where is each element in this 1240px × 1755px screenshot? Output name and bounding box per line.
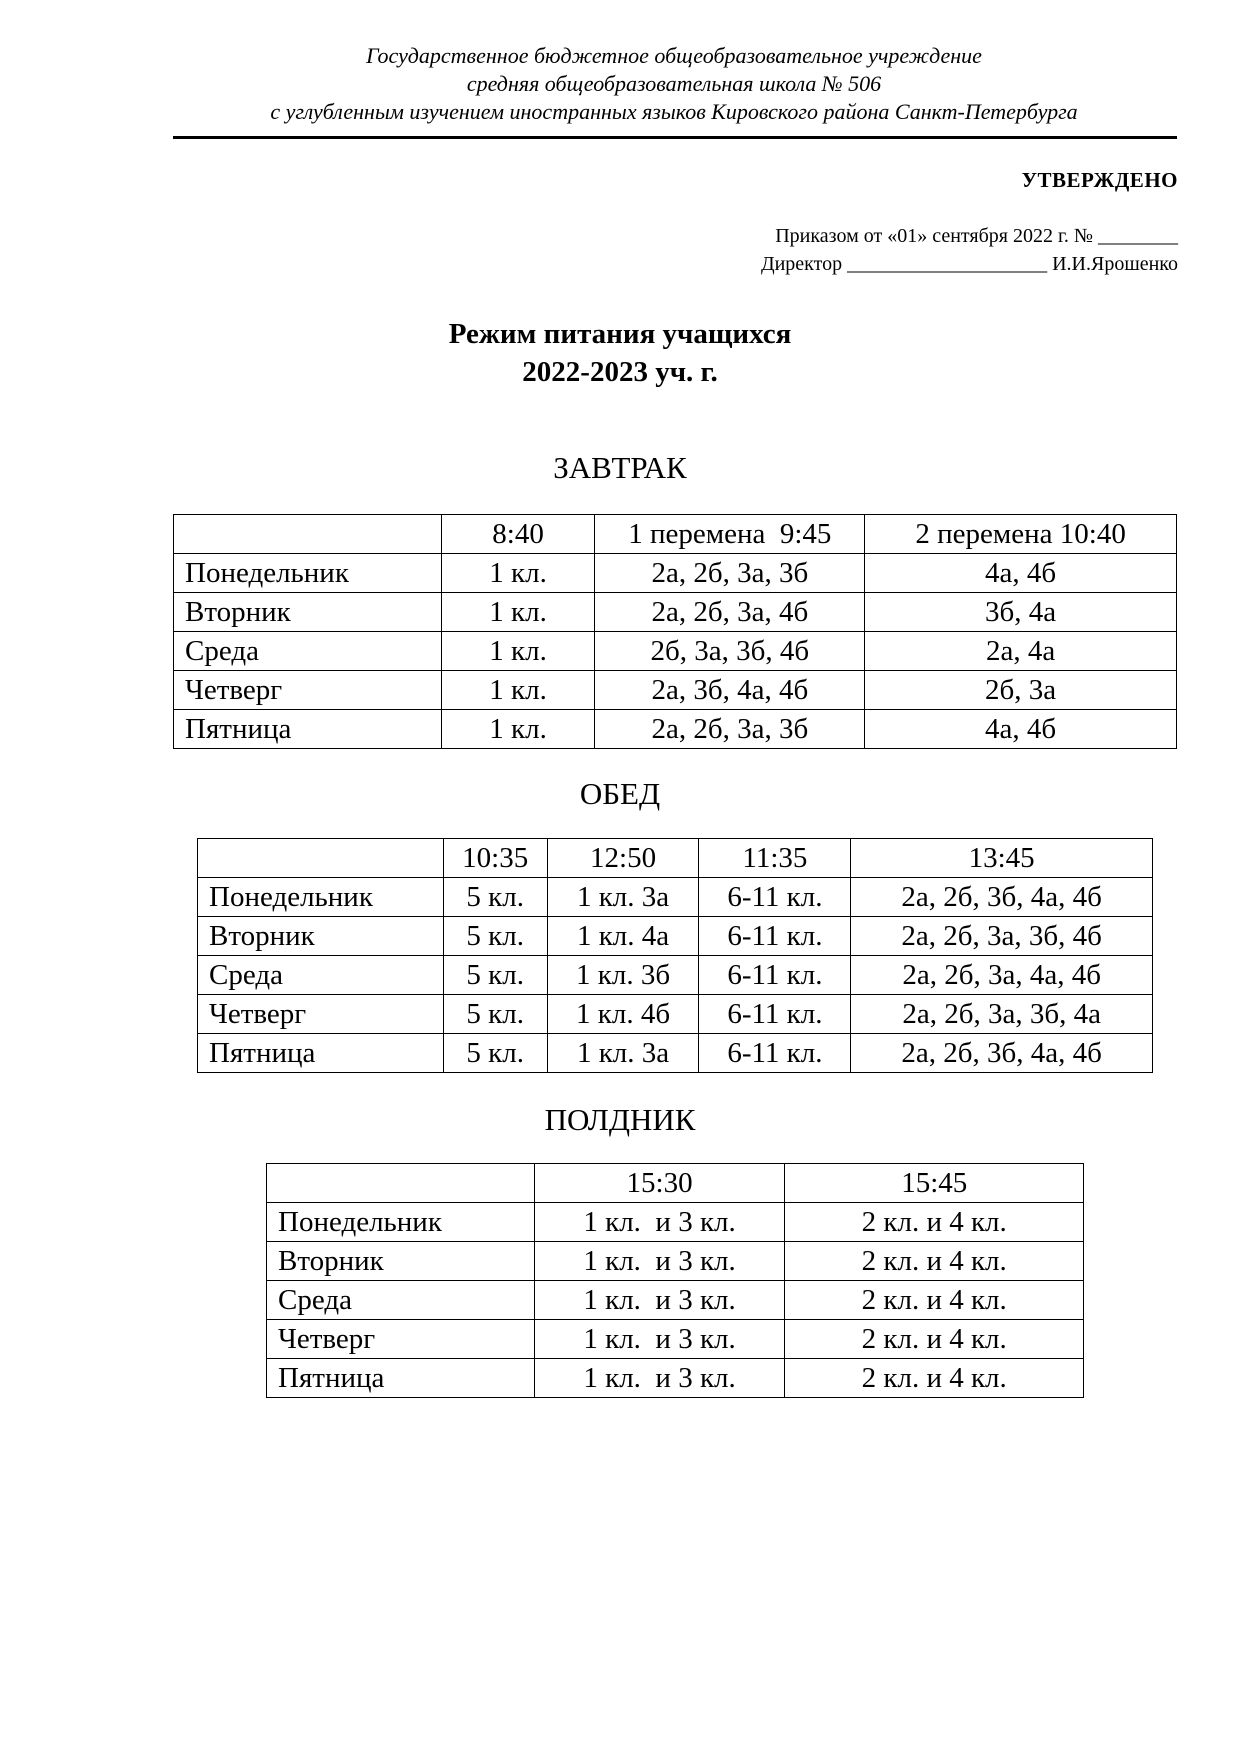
day-cell: Пятница [267,1359,535,1398]
lunch-heading: ОБЕД [579,776,661,811]
class-group-cell: 2а, 4а [865,632,1177,671]
breakfast-table [173,514,1177,749]
class-group-cell: 1 кл. и 3 кл. [534,1281,785,1320]
day-cell: Понедельник [198,878,444,917]
day-cell: Четверг [267,1320,535,1359]
day-cell: Среда [198,956,444,995]
table-row [174,632,1177,671]
table-row [267,1281,1084,1320]
class-group-cell: 4а, 4б [865,554,1177,593]
class-group-cell: 5 кл. [443,995,547,1034]
table-row [267,1203,1084,1242]
class-group-cell: 6-11 кл. [699,1034,851,1073]
lunch-table-body [198,839,1153,1073]
class-group-cell: 1 кл. [441,593,595,632]
day-cell: Вторник [174,593,442,632]
day-cell: Пятница [198,1034,444,1073]
class-group-cell: 2а, 3б, 4а, 4б [595,671,865,710]
class-group-cell: 6-11 кл. [699,878,851,917]
school-header [173,42,1175,126]
table-row [267,1320,1084,1359]
table-row [198,995,1153,1034]
class-group-cell: 1 кл. [441,632,595,671]
table-row [174,554,1177,593]
class-group-cell: 1 кл. [441,554,595,593]
document-title-line-1: Режим питания учащихся [448,318,792,350]
order-line: Приказом от «01» сентября 2022 г. № ________ [775,225,1178,247]
lunch-corner-cell [198,839,444,878]
class-group-cell: 2 кл. и 4 кл. [785,1242,1084,1281]
day-cell: Вторник [198,917,444,956]
class-group-cell: 1 кл. [441,671,595,710]
table-row [174,710,1177,749]
class-group-cell: 2б, 3а, 3б, 4б [595,632,865,671]
class-group-cell: 2 кл. и 4 кл. [785,1203,1084,1242]
day-cell: Среда [267,1281,535,1320]
class-group-cell: 1 кл. и 3 кл. [534,1203,785,1242]
table-row [198,1034,1153,1073]
breakfast-time-header: 2 перемена 10:40 [865,515,1177,554]
document-title-line-2: 2022-2023 уч. г. [522,356,718,388]
snack-table-body [267,1164,1084,1398]
document-title [0,315,1240,391]
lunch-time-header: 11:35 [699,839,851,878]
table-row [174,671,1177,710]
class-group-cell: 2 кл. и 4 кл. [785,1281,1084,1320]
table-row [198,956,1153,995]
class-group-cell: 1 кл. и 3 кл. [534,1320,785,1359]
class-group-cell: 6-11 кл. [699,995,851,1034]
class-group-cell: 2 кл. и 4 кл. [785,1359,1084,1398]
table-row [198,878,1153,917]
class-group-cell: 1 кл. 4а [547,917,699,956]
snack-header-row [267,1164,1084,1203]
class-group-cell: 1 кл. [441,710,595,749]
snack-time-header: 15:30 [534,1164,785,1203]
class-group-cell: 1 кл. и 3 кл. [534,1242,785,1281]
breakfast-heading: ЗАВТРАК [553,450,687,485]
class-group-cell: 1 кл. 3б [547,956,699,995]
day-cell: Вторник [267,1242,535,1281]
class-group-cell: 5 кл. [443,917,547,956]
school-header-line-1: Государственное бюджетное общеобразовательное учреждение [366,43,982,68]
lunch-time-header: 12:50 [547,839,699,878]
day-cell: Четверг [174,671,442,710]
class-group-cell: 2а, 2б, 3б, 4а, 4б [851,1034,1153,1073]
snack-heading: ПОЛДНИК [544,1102,696,1137]
snack-corner-cell [267,1164,535,1203]
class-group-cell: 3б, 4а [865,593,1177,632]
class-group-cell: 6-11 кл. [699,956,851,995]
class-group-cell: 4а, 4б [865,710,1177,749]
class-group-cell: 6-11 кл. [699,917,851,956]
day-cell: Понедельник [267,1203,535,1242]
class-group-cell: 1 кл. 3а [547,1034,699,1073]
lunch-header-row [198,839,1153,878]
breakfast-table-body [174,515,1177,749]
breakfast-time-header: 8:40 [441,515,595,554]
class-group-cell: 2 кл. и 4 кл. [785,1320,1084,1359]
class-group-cell: 1 кл. 4б [547,995,699,1034]
day-cell: Пятница [174,710,442,749]
lunch-time-header: 13:45 [851,839,1153,878]
class-group-cell: 2а, 2б, 3а, 3б, 4б [851,917,1153,956]
table-row [267,1359,1084,1398]
class-group-cell: 5 кл. [443,1034,547,1073]
approval-order-block [761,222,1178,278]
school-header-line-3: с углубленным изучением иностранных языков Кировского района Санкт-Петербурга [270,99,1078,124]
class-group-cell: 5 кл. [443,878,547,917]
class-group-cell: 2а, 2б, 3а, 3б [595,710,865,749]
table-row [198,917,1153,956]
lunch-table [197,838,1153,1073]
table-row [174,593,1177,632]
class-group-cell: 2а, 2б, 3а, 3б [595,554,865,593]
class-group-cell: 2а, 2б, 3б, 4а, 4б [851,878,1153,917]
school-header-line-2: средняя общеобразовательная школа № 506 [466,71,882,96]
lunch-time-header: 10:35 [443,839,547,878]
class-group-cell: 2а, 2б, 3а, 4б [595,593,865,632]
day-cell: Среда [174,632,442,671]
breakfast-time-header: 1 перемена 9:45 [595,515,865,554]
day-cell: Четверг [198,995,444,1034]
breakfast-header-row [174,515,1177,554]
approval-label: УТВЕРЖДЕНО [1021,168,1178,192]
snack-table [266,1163,1084,1398]
day-cell: Понедельник [174,554,442,593]
director-line: Директор ____________________ И.И.Ярошенко [760,253,1178,275]
class-group-cell: 5 кл. [443,956,547,995]
class-group-cell: 2а, 2б, 3а, 4а, 4б [851,956,1153,995]
snack-time-header: 15:45 [785,1164,1084,1203]
header-divider [173,136,1177,139]
breakfast-corner-cell [174,515,442,554]
class-group-cell: 1 кл. и 3 кл. [534,1359,785,1398]
class-group-cell: 2а, 2б, 3а, 3б, 4а [851,995,1153,1034]
table-row [267,1242,1084,1281]
class-group-cell: 1 кл. 3а [547,878,699,917]
class-group-cell: 2б, 3а [865,671,1177,710]
